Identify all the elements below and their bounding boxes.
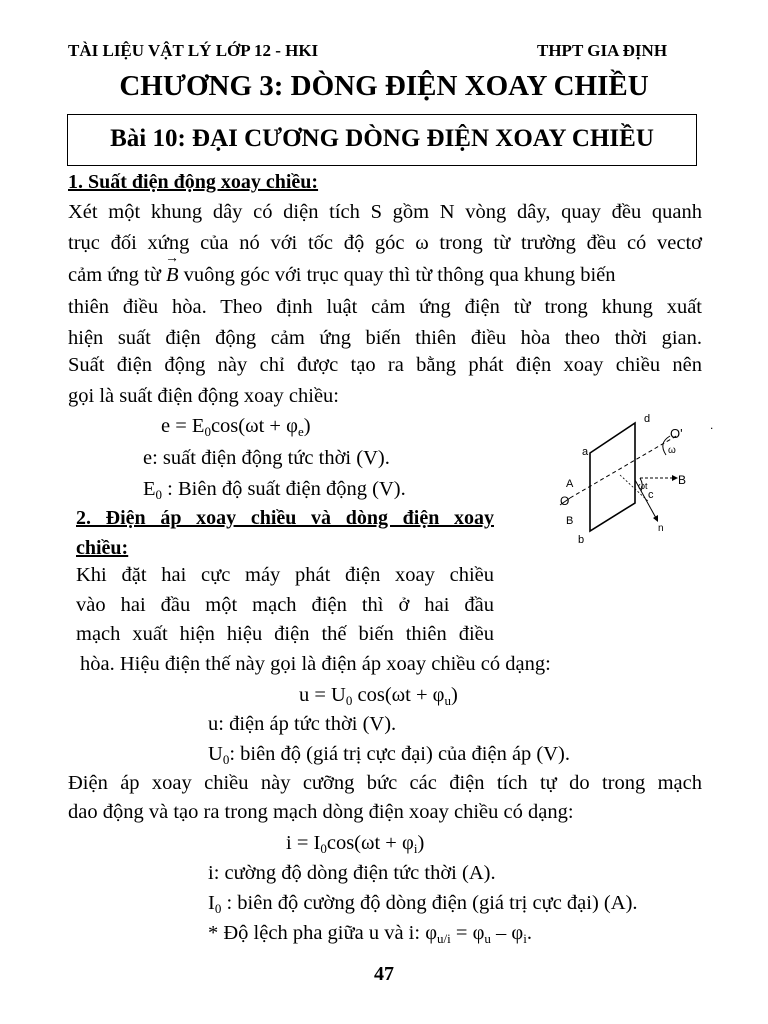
- formula-e: $e = E_0\cos(\omega t + \varphi_e)$: [161, 415, 311, 439]
- section1-line1: Xét một khung dây có diện tích S gồm N vòng dây, quay đều quanh: [68, 201, 702, 223]
- formula-i: $i = I_0\cos(\omega t + \varphi_i)$: [286, 832, 425, 856]
- normal-vector-head: [653, 515, 658, 522]
- phase-difference: * Độ lệch pha giữa u và i: $\varphi_{u/i} = \varphi_u - \varphi_i$.: [208, 922, 533, 946]
- vector-b-symbol: → B: [166, 264, 179, 287]
- section2-para-line1: Điện áp xoay chiều này cưỡng bức các điện tích tự do trong mạch: [68, 772, 702, 794]
- def-i: i: cường độ dòng điện tức thời (A).: [208, 862, 496, 884]
- label-dot: .: [710, 418, 714, 432]
- label-b: b: [578, 534, 585, 545]
- label-a: a: [582, 446, 589, 458]
- rotation-axis: [570, 435, 678, 498]
- section2-heading-line2: chiều:: [76, 537, 129, 559]
- label-O-prime: O': [670, 426, 683, 441]
- section1-line6: Suất điện động này chỉ được tạo ra bằng phát điện xoay chiều nên: [68, 354, 702, 376]
- section2-line4: hòa. Hiệu điện thế này gọi là điện áp xoay chiều có dạng:: [80, 653, 551, 675]
- label-c: c: [648, 489, 654, 501]
- label-vec-n: n: [658, 523, 664, 534]
- lesson-title: Bài 10: ĐẠI CƯƠNG DÒNG ĐIỆN XOAY CHIỀU: [110, 125, 654, 152]
- section1-line3-c: vuông góc với trục quay thì từ thông qua khung biến: [183, 264, 616, 286]
- section2-line1: Khi đặt hai cực máy phát điện xoay chiều: [76, 564, 494, 586]
- section1-line4: thiên điều hòa. Theo định luật cảm ứng điện từ trong khung xuất: [68, 296, 702, 318]
- def-e: e: suất điện động tức thời (V).: [143, 447, 390, 469]
- section1-heading: 1. Suất điện động xoay chiều:: [68, 171, 319, 193]
- section2-para-line2: dao động và tạo ra trong mạch dòng điện xoay chiều có dạng:: [68, 801, 574, 823]
- def-I0: $I_0$ : biên độ cường độ dòng điện (giá trị cực đại) (A).: [208, 892, 638, 916]
- section1-line3-a: cảm ứng từ: [68, 264, 161, 286]
- header-left: TÀI LIỆU VẬT LÝ LỚP 12 - HKI: [68, 41, 319, 60]
- label-omega: ω: [668, 445, 676, 456]
- formula-u: $u = U_0$ $\cos(\omega t + \varphi_u)$: [299, 684, 458, 708]
- section2-line2: vào hai đầu một mạch điện thì ở hai đầu: [76, 594, 494, 616]
- section1-line3: [68, 264, 616, 287]
- label-O: O: [560, 494, 570, 508]
- coil-frame: [590, 423, 635, 531]
- section1-line5: hiện suất điện động cảm ứng biến thiên điều hòa theo thời gian.: [68, 327, 702, 349]
- section1-line2: trục đối xứng của nó với tốc độ góc ω trong từ trường đều có vectơ: [68, 232, 702, 254]
- def-E0: $E_0$ : Biên độ suất điện động (V).: [143, 478, 406, 502]
- header-right: THPT GIA ĐỊNH: [537, 41, 668, 60]
- label-d: d: [644, 413, 651, 425]
- section2-heading-line1: 2. Điện áp xoay chiều và dòng điện xoay: [76, 507, 494, 529]
- chapter-title: CHƯƠNG 3: DÒNG ĐIỆN XOAY CHIỀU: [119, 70, 649, 102]
- label-vec-B: B: [678, 473, 687, 487]
- section2-line3: mạch xuất hiện hiệu điện thế biến thiên điều: [76, 623, 494, 645]
- rotating-coil-figure: [540, 405, 730, 545]
- lesson-title-box: [67, 114, 697, 166]
- def-U0: $U_0$: biên độ (giá trị cực đại) của điện áp (V).: [208, 743, 570, 767]
- def-u: u: điện áp tức thời (V).: [208, 713, 397, 735]
- label-omega-t: ωt: [638, 481, 648, 491]
- label-A: A: [566, 478, 574, 490]
- page-number: 47: [374, 963, 394, 985]
- label-B: B: [566, 515, 574, 527]
- section1-line7: gọi là suất điện động xoay chiều:: [68, 385, 339, 407]
